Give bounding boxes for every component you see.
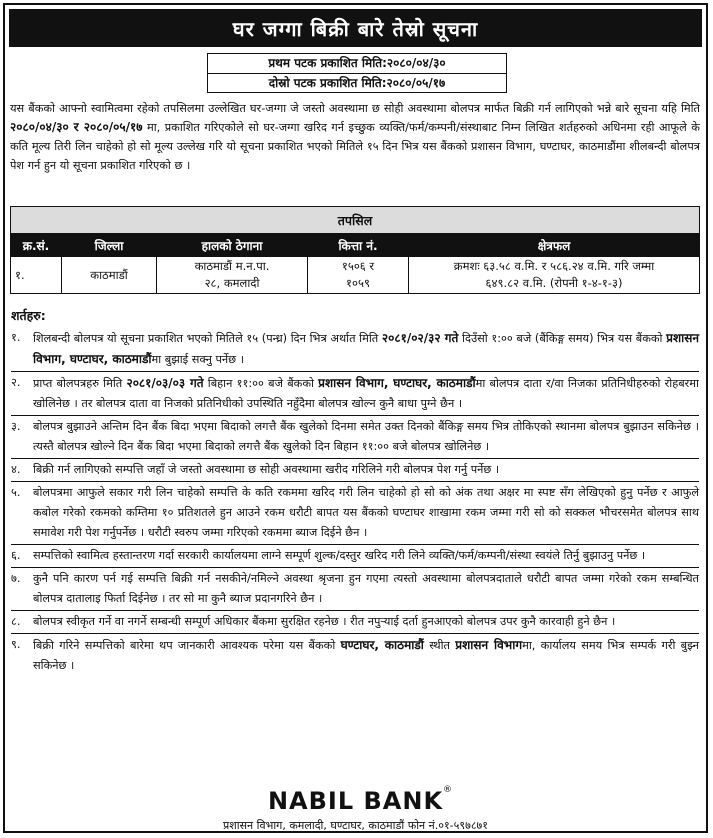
condition-bold-segment: २०८१/०३/०३ गते — [126, 376, 204, 390]
condition-number: ८. — [11, 615, 21, 628]
registered-mark: ® — [443, 785, 454, 795]
header-kitta: कित्ता नं. — [308, 234, 409, 257]
cell-serial: १. — [11, 257, 62, 294]
condition-segment: मा बुझाई सक्नु पर्नेछ । — [151, 353, 244, 366]
table-row — [11, 257, 700, 294]
header-address: हालको ठेगाना — [157, 234, 308, 257]
condition-number: ७. — [11, 572, 21, 585]
condition-item — [11, 634, 699, 677]
intro-dates: २०८०/०४/३० र २०८०/०५/१७ — [10, 120, 143, 134]
condition-item — [11, 327, 699, 372]
condition-text — [33, 569, 699, 609]
condition-segment: दिउँसो १:०० बजे (बैंकिङ्ग समय) भित्र यस बैंकको — [458, 332, 667, 345]
condition-segment: शिलबन्दी बोलपत्र यो सूचना प्रकाशित भएको मितिले १५ (पन्ध्र) दिन भित्र अर्थात मिति — [33, 332, 382, 345]
intro-part-2: मा, प्रकाशित गरिएकोले सो घर-जग्गा खरिद गर्न इच्छुक व्यक्ति/फर्म/कम्पनी/संस्थाबाट निम्न लिखित शर्तहरुको अधिनमा रही आफूले के कति मूल्य तिरी लिन चाहेको हो सो मूल्य उल्लेख गरि यो सूचना प्रकाशित भएको मितिले १५ दिन भित्र यस बैंकको प्रशासन विभाग, घण्टाघर, काठमाडौंमा शीलबन्दी बोलपत्र पेश गर्न हुन यो सूचना प्रकाशित गरिएको छ । — [10, 121, 700, 172]
cell-address — [157, 257, 308, 294]
intro-part-1: यस बैंकको आफ्नो स्वामित्वमा रहेको तपसिलमा उल्लेखित घर-जग्गा जे जस्तो अवस्थामा छ सोही अवस्थामा बोलपत्र मार्फत बिक्री गर्न लागिएको भन्ने बारे सूचना यहि मिति — [10, 102, 700, 115]
condition-segment: मा, कार्यालय समय भित्र सम्पर्क गरी बुझ्न सकिनेछ । — [33, 639, 699, 672]
condition-item — [11, 568, 699, 611]
cell-district: काठमाडौं — [62, 257, 157, 294]
condition-item — [11, 482, 699, 545]
condition-text — [33, 373, 699, 414]
condition-number: २. — [11, 376, 21, 389]
header-area: क्षेत्रफल — [409, 234, 700, 257]
condition-segment: स्थीत — [423, 639, 456, 652]
condition-number: १. — [11, 331, 21, 344]
condition-text — [33, 546, 699, 566]
address-line-1: काठमाडौं म.न.पा. — [194, 259, 270, 273]
condition-bold-segment: घण्टाघर, काठमाडौं — [340, 638, 424, 652]
condition-segment: बोलपत्र स्वीकृत गर्ने वा नगर्ने सम्बन्धी सम्पूर्ण अधिकार बैंकमा सुरक्षित रहनेछ । रीत नपुऱ्याई दर्ता हुनआएको बोलपत्र उपर कुनै कारवाही हुने छैन । — [33, 615, 616, 628]
kitta-line-2: १०५९ — [346, 276, 370, 290]
kitta-line-1: १५०६ र — [341, 259, 375, 273]
notice-document — [3, 3, 708, 833]
intro-paragraph — [10, 99, 700, 175]
notice-title-text: घर जग्गा बिक्री बारे तेस्रो सूचना — [232, 16, 479, 41]
condition-bold-segment: प्रशासन विभाग, घण्टाघर, काठमाडौं — [33, 331, 699, 366]
condition-item — [11, 416, 699, 459]
condition-bold-segment: प्रशासन विभाग — [455, 638, 523, 652]
conditions-heading: शर्तहरु: — [11, 308, 46, 323]
condition-segment: सम्पत्तिको स्वामित्व हस्तान्तरण गर्दा सरकारी कार्यालयमा लाग्ने सम्पूर्ण शुल्क/दस्तुर खरिद गरी लिने व्यक्ति/फर्म/कम्पनी/संस्था स्वयंले तिर्नु बुझाउनु पर्नेछ । — [33, 549, 646, 562]
condition-segment: बिक्री गरिने सम्पत्तिको बारेमा थप जानकारी आवश्यक परेमा यस बैंकको — [33, 639, 341, 652]
area-line-1: क्रमशः ६३.५८ व.मि. र ५८६.२४ व.मि. गरि जम्मा — [453, 259, 655, 273]
condition-number: ६. — [11, 549, 21, 562]
cell-kitta — [308, 257, 409, 294]
condition-text — [33, 417, 699, 457]
condition-segment: प्राप्त बोलपत्रहरु मिति — [33, 377, 127, 390]
publication-dates — [207, 53, 507, 93]
first-publication-date: प्रथम पटक प्रकाशित मिति:२०८०/०४/३० — [208, 54, 506, 74]
condition-item — [11, 611, 699, 634]
condition-segment: बिहान ११:०० बजे बैंकको — [203, 377, 319, 390]
condition-segment: बोलपत्रमा आफुले सकार गरी लिन चाहेको सम्पत्ति के कति रकममा खरिद गरी लिन चाहेको हो सो को अंक तथा अक्षर मा स्पष्ट सँग लेखिएको हुनु पर्नेछ र आफुले कबोल गरेको रकमको कम्तिमा १० प्रतिशतले हुन आउने रकम धरौटी बापत यस बैंकको घण्टाघर शाखामा रकम जम्मा गरी सो को सक्कल भौचरसमेत बोलपत्र साथ समावेश गरी पेश गर्नुपर्नेछ । धरौटी स्वरुप जम्मा गरिएको रकममा ब्याज दिईने छैन । — [33, 486, 699, 539]
condition-item — [11, 545, 699, 568]
second-publication-date: दोस्रो पटक प्रकाशित मिति:२०८०/०५/१७ — [268, 76, 446, 90]
condition-text — [33, 328, 699, 370]
footer-address: प्रशासन विभाग, कमलादी, घण्टाघर, काठमाडौं फोन नं.०१-५९७८७१ — [223, 819, 488, 832]
schedule-table — [10, 206, 700, 294]
nabil-bank-logo — [267, 785, 454, 815]
condition-text — [33, 635, 699, 676]
condition-number: ५. — [11, 486, 21, 499]
logo-text: NABIL BANK — [267, 787, 444, 815]
header-serial: क्र.सं. — [11, 234, 62, 257]
condition-number: ९. — [11, 638, 21, 651]
condition-text — [33, 612, 699, 632]
schedule-title: तपसिल — [11, 207, 700, 234]
condition-segment: मा बोलपत्र दाता र/वा निजका प्रतिनिधीहरुको रोहबरमा खोलिनेछ । तर बोलपत्र दाता वा निजको प्रतिनिधीको उपस्थिति नहुँदैमा बोलपत्र खोल्न कुनै बाधा पुग्ने छैन । — [33, 377, 699, 410]
condition-item — [11, 372, 699, 416]
condition-bold-segment: प्रशासन विभाग, घण्टाघर, काठमाडौं — [318, 376, 476, 390]
condition-number: ३. — [11, 420, 21, 433]
address-line-2: २८, कमलादी — [204, 276, 260, 290]
condition-segment: कुनै पनि कारण पर्न गई सम्पत्ति बिक्री गर्न नसकीने/नमिल्ने अवस्था श्रृजना हुन गएमा त्यस्तो अवस्थामा बोलपत्रदाताले धरौटी बापत जम्मा गरेको रकम सम्बन्धित बोलपत्र दातालाइ फिर्ता दिईनेछ । तर सो मा कुनै ब्याज प्रदानगरिने छैन । — [33, 572, 699, 605]
header-district: जिल्ला — [62, 234, 157, 257]
condition-item — [11, 459, 699, 482]
condition-text — [33, 460, 699, 480]
condition-bold-segment: २०८१/०२/३२ गते — [381, 331, 459, 345]
area-line-2: ६४९.८२ व.मि. (रोपनी १-४-१-३) — [485, 276, 623, 290]
condition-text — [33, 483, 699, 543]
conditions-list — [11, 327, 699, 677]
cell-area — [409, 257, 700, 294]
notice-title — [9, 9, 702, 47]
footer — [5, 787, 706, 833]
schedule-header-row — [11, 234, 700, 257]
condition-segment: बोलपत्र बुझाउने अन्तिम दिन बैंक बिदा भएमा बिदाको लगत्तै बैंक खुलेको दिनमा समेत उक्त दिनको बैंकिङ्ग समय भित्र तोकिएको स्थानमा बोलपत्र बुझाउन सकिनेछ । त्यस्तै बोलपत्र खोल्ने दिन बैंक बिदा भएमा बिदाको लगत्तै बैंक खुलेको दिन बिहान ११:०० बजे बोलपत्र खोलिनेछ । — [33, 420, 699, 453]
condition-number: ४. — [11, 463, 21, 476]
condition-segment: बिक्री गर्न लागिएको सम्पत्ति जहाँ जे जस्तो अवस्थामा छ सोही अवस्थामा खरीद गरिलिने गरी बोलपत्र पेश गर्नु पर्नेछ । — [33, 463, 500, 476]
